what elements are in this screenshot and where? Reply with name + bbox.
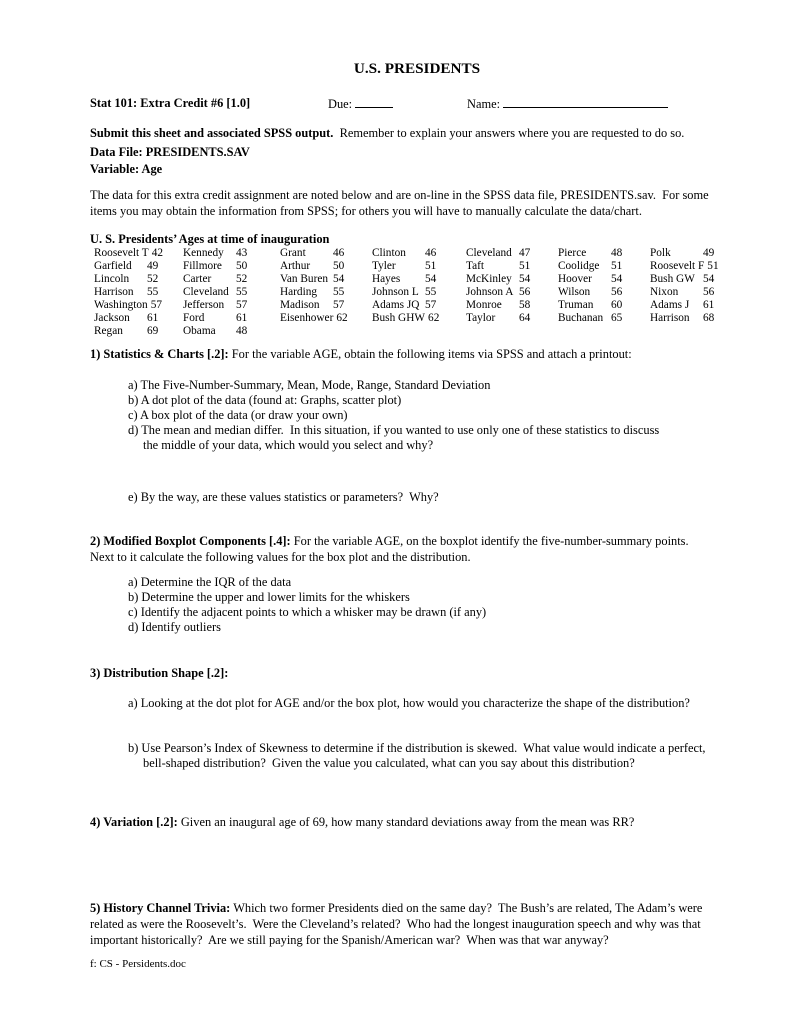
president-name: Carter [183,273,212,285]
section-heading [90,665,744,681]
president-age: 61 [147,312,159,324]
question-item [128,378,744,393]
due-field [328,95,467,112]
president-age: 51 [519,260,531,272]
president-age: 62 [428,312,440,324]
president-age-row [183,260,280,273]
president-age: 42 [151,247,163,259]
president-age-row [466,299,558,312]
section-paragraph-line: important historically? Are we still paying for the Spanish/American war? When was that war anyway? [90,933,609,947]
section-distribution-shape [90,665,744,771]
president-age-row [372,247,466,260]
president-name: Pierce [558,247,587,259]
president-age-row [558,260,650,273]
question-item [128,741,744,771]
president-age-row [650,273,722,286]
name-blank-line [503,95,668,108]
ages-table [94,247,722,338]
president-age-row [372,273,466,286]
president-age-row [650,286,722,299]
question-item-line: b) Use Pearson’s Index of Skewness to determine if the distribution is skewed. What value would indicate a perfect, [128,741,706,755]
assignment-header-line [90,95,744,112]
president-name: Garfield [94,260,132,272]
president-name: Buchanan [558,312,604,324]
president-age-row [183,286,280,299]
intro-paragraph-line-2: items you may obtain the information from SPSS; for others you will have to manually calculate the data/chart. [90,204,642,218]
section-heading [90,346,744,362]
president-name: Madison [280,299,320,311]
president-age: 51 [425,260,437,272]
question-item [128,696,744,711]
president-name: Johnson L [372,286,419,298]
course-label: Stat 101: Extra Credit #6 [1.0] [90,96,251,110]
president-name: Kennedy [183,247,224,259]
variable-label: Variable: Age [90,162,163,176]
question-item-line: a) Determine the IQR of the data [128,575,292,589]
section-heading-text: Which two former Presidents died on the same day? The Bush’s are related, The Adam’s were [230,901,703,915]
president-name: Bush GW [650,273,695,285]
president-age-row [183,273,280,286]
president-name: Tyler [372,260,396,272]
president-name: Roosevelt T [94,247,149,259]
question-item-line: e) By the way, are these values statistics or parameters? Why? [128,490,439,504]
president-age: 55 [425,286,437,298]
president-age-row [466,273,558,286]
president-age-row [94,273,183,286]
section-heading-bold: 4) Variation [.2]: [90,815,178,829]
question-item-line: a) The Five-Number-Summary, Mean, Mode, Range, Standard Deviation [128,378,491,392]
president-age: 54 [611,273,623,285]
president-age-row [466,286,558,299]
president-age-row [558,273,650,286]
president-age: 56 [703,286,715,298]
president-age-row [372,286,466,299]
section-heading-text: Given an inaugural age of 69, how many standard deviations away from the mean was RR? [177,815,635,829]
section-heading-bold: 2) Modified Boxplot Components [.4]: [90,534,291,548]
question-item [128,408,744,423]
president-age: 57 [333,299,345,311]
president-age: 47 [519,247,531,259]
question-item-line: the middle of your data, which would you select and why? [143,438,434,452]
president-age-row [280,299,372,312]
section-heading-text: For the variable AGE, obtain the following items via SPSS and attach a printout: [228,347,632,361]
question-item-line: a) Looking at the dot plot for AGE and/or the box plot, how would you characterize the shape of the distribution? [128,696,690,710]
president-name: Harrison [650,312,690,324]
president-age-row [372,260,466,273]
section-heading [90,814,744,830]
president-age: 65 [611,312,623,324]
president-age: 54 [519,273,531,285]
president-age: 56 [611,286,623,298]
president-name: Truman [558,299,594,311]
president-name: McKinley [466,273,512,285]
president-name: Coolidge [558,260,600,272]
president-name: Clinton [372,247,406,259]
sections [90,346,744,948]
president-age: 69 [147,325,159,337]
question-item-line: d) Identify outliers [128,620,221,634]
submit-instructions-rest: Remember to explain your answers where you are requested to do so. [333,126,685,140]
president-age: 60 [611,299,623,311]
president-age: 52 [236,273,248,285]
president-age: 64 [519,312,531,324]
president-age-row [280,286,372,299]
president-age-row [183,325,280,338]
president-age-row [280,260,372,273]
president-age-row [94,299,183,312]
ages-column-7 [650,247,722,338]
section-variation [90,814,744,830]
president-age: 55 [333,286,345,298]
president-name: Fillmore [183,260,222,272]
president-age: 58 [519,299,531,311]
president-name: Roosevelt F [650,260,705,272]
president-name: Monroe [466,299,502,311]
question-item [128,575,744,590]
submit-instructions-bold: Submit this sheet and associated SPSS output. [90,126,334,140]
president-name: Johnson A [466,286,514,298]
president-age: 62 [336,312,348,324]
section-statistics-charts [90,346,744,505]
president-age: 54 [703,273,715,285]
president-age-row [94,260,183,273]
president-name: Ford [183,312,205,324]
president-age: 51 [611,260,623,272]
president-age-row [466,247,558,260]
president-age: 54 [425,273,437,285]
president-name: Eisenhower [280,312,334,324]
president-age: 55 [147,286,159,298]
submit-instructions [90,125,744,141]
president-name: Taylor [466,312,496,324]
intro-paragraph-line-1: The data for this extra credit assignment are noted below and are on-line in the SPSS data file, PRESIDENTS.sav. For some [90,188,709,202]
section-heading [90,900,744,916]
president-age-row [94,247,183,260]
question-item [128,423,744,453]
ages-column-6 [558,247,650,338]
president-age-row [558,247,650,260]
president-name: Bush GHW [372,312,426,324]
president-age: 56 [519,286,531,298]
name-label: Name: [467,97,504,111]
president-age-row [94,286,183,299]
president-age: 52 [147,273,159,285]
president-name: Jefferson [183,299,225,311]
president-age-row [183,247,280,260]
question-item-line: d) The mean and median differ. In this situation, if you wanted to use only one of these statistics to discuss [128,423,660,437]
president-age-row [558,312,650,325]
president-age: 54 [333,273,345,285]
president-age-row [94,312,183,325]
president-age-row [558,299,650,312]
section-heading-bold: 1) Statistics & Charts [.2]: [90,347,229,361]
section-modified-boxplot-components [90,533,744,635]
president-name: Nixon [650,286,679,298]
president-age-row [650,260,722,273]
president-name: Wilson [558,286,591,298]
president-age-row [372,312,466,325]
section-heading-bold: 3) Distribution Shape [.2]: [90,666,229,680]
president-age-row [183,299,280,312]
president-age: 48 [236,325,248,337]
question-item [128,490,744,505]
president-age-row [650,312,722,325]
ages-column-5 [466,247,558,338]
president-age-row [280,247,372,260]
ages-column-2 [183,247,280,338]
president-name: Hayes [372,273,401,285]
file-reference-footer: f: CS - Persidents.doc [90,958,186,970]
president-name: Grant [280,247,306,259]
president-age: 48 [611,247,623,259]
section-paragraph-line: related as were the Roosevelt’s. Were the Cleveland’s related? Who had the longest inauguration speech and why was that [90,917,701,931]
president-name: Harding [280,286,318,298]
ages-column-4 [372,247,466,338]
ages-table-heading: U. S. Presidents’ Ages at time of inauguration [90,232,330,246]
president-age-row [466,312,558,325]
president-name: Van Buren [280,273,329,285]
president-name: Washington [94,299,148,311]
question-item-line: b) Determine the upper and lower limits for the whiskers [128,590,410,604]
president-age: 49 [147,260,159,272]
president-age-row [466,260,558,273]
question-item [128,605,744,620]
president-name: Regan [94,325,123,337]
question-item-line: c) A box plot of the data (or draw your own) [128,408,348,422]
president-age: 43 [236,247,248,259]
president-age-row [558,286,650,299]
president-age: 55 [236,286,248,298]
president-age-row [280,312,372,325]
question-item [128,620,744,635]
question-item-line: b) A dot plot of the data (found at: Graphs, scatter plot) [128,393,402,407]
president-name: Jackson [94,312,130,324]
due-blank-line [355,95,393,108]
president-name: Adams JQ [372,299,420,311]
president-age: 68 [703,312,715,324]
president-name: Polk [650,247,671,259]
president-age: 50 [333,260,345,272]
president-name: Hoover [558,273,592,285]
section-heading [90,533,744,549]
president-name: Taft [466,260,485,272]
president-age-row [650,247,722,260]
due-label: Due: [328,97,356,111]
president-age: 46 [425,247,437,259]
question-item-line: c) Identify the adjacent points to which a whisker may be drawn (if any) [128,605,487,619]
president-age: 57 [425,299,437,311]
president-name: Obama [183,325,216,337]
question-item-line: bell-shaped distribution? Given the value you calculated, what can you say about this distribution? [143,756,635,770]
president-name: Lincoln [94,273,130,285]
president-name: Cleveland [183,286,229,298]
section-paragraph-line: Next to it calculate the following values for the box plot and the distribution. [90,550,471,564]
president-age: 51 [707,260,719,272]
page-title: U.S. PRESIDENTS [353,60,481,77]
president-name: Cleveland [466,247,512,259]
question-item [128,590,744,605]
document-content [90,0,744,971]
question-item [128,393,744,408]
president-name: Harrison [94,286,134,298]
president-age: 49 [703,247,715,259]
data-file-label: Data File: PRESIDENTS.SAV [90,145,250,159]
president-age: 50 [236,260,248,272]
name-field [467,95,668,112]
president-name: Arthur [280,260,311,272]
president-age: 61 [236,312,248,324]
president-age: 61 [703,299,715,311]
section-history-channel-trivia [90,900,744,948]
section-heading-text: For the variable AGE, on the boxplot identify the five-number-summary points. [290,534,689,548]
ages-column-3 [280,247,372,338]
president-age-row [650,299,722,312]
president-name: Adams J [650,299,690,311]
president-age: 57 [150,299,162,311]
president-age-row [372,299,466,312]
president-age-row [280,273,372,286]
president-age: 57 [236,299,248,311]
president-age-row [183,312,280,325]
section-heading-bold: 5) History Channel Trivia: [90,901,231,915]
ages-column-1 [94,247,183,338]
president-age-row [94,325,183,338]
president-age: 46 [333,247,345,259]
